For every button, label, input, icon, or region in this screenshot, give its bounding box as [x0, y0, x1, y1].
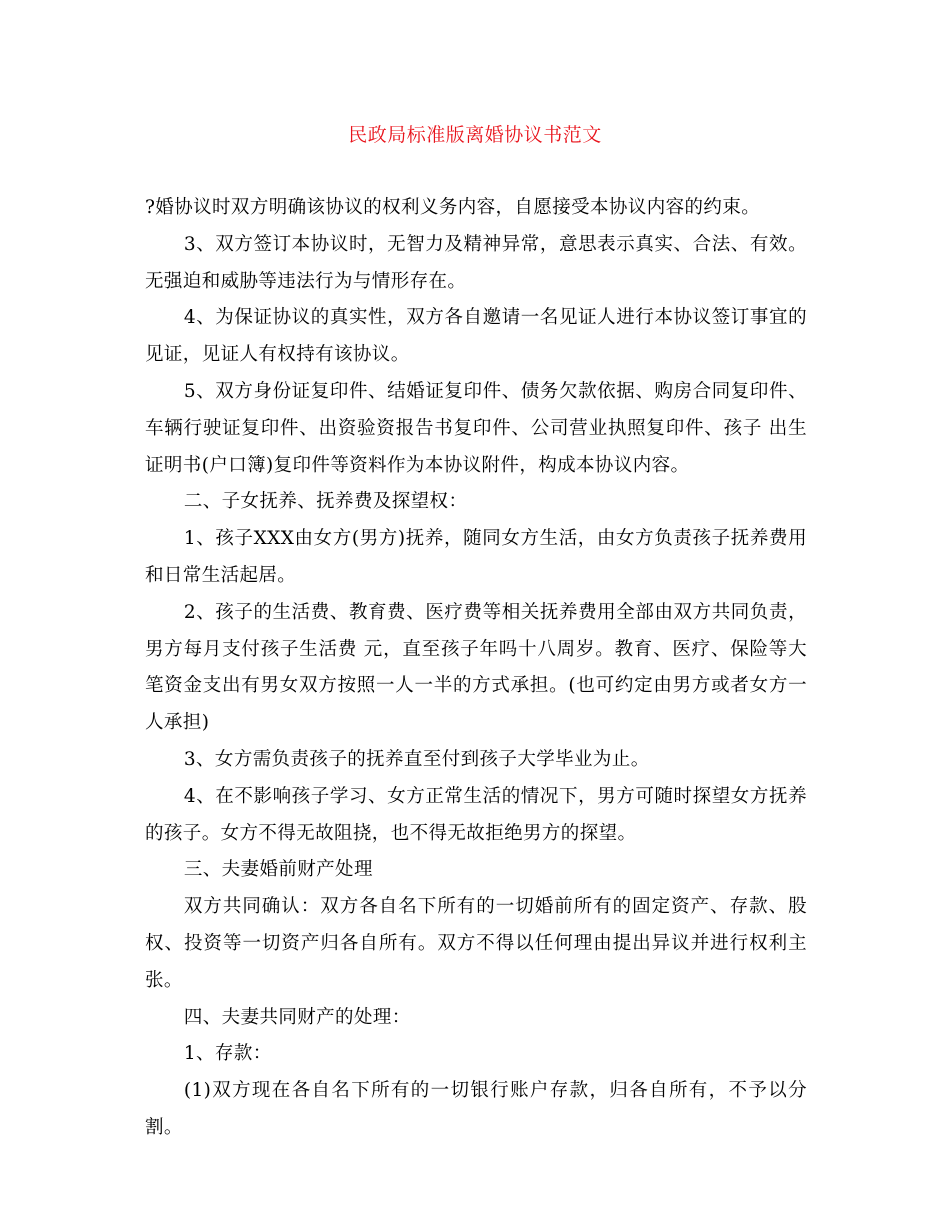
paragraph-2: 3、双方签订本协议时，无智力及精神异常，意思表示真实、合法、有效。无强迫和威胁等违法行为与情形存在。 [145, 233, 807, 292]
paragraph-4: 5、双方身份证复印件、结婚证复印件、债务欠款依据、购房合同复印件、车辆行驶证复印件、出资验资报告书复印件、公司营业执照复印件、孩子 出生证明书(户口簿)复印件等资料作为本协议附件，构成本协议内容。 [145, 380, 807, 476]
paragraph-8: 4、在不影响孩子学习、女方正常生活的情况下，男方可随时探望女方抚养的孩子。女方不得无故阻挠，也不得无故拒绝男方的探望。 [145, 785, 807, 844]
paragraph-7: 3、女方需负责孩子的抚养直至付到孩子大学毕业为止。 [183, 748, 650, 770]
section-heading-4: 四、夫妻共同财产的处理： [183, 1006, 411, 1028]
paragraph-5: 1、孩子XXX由女方(男方)抚养，随同女方生活，由女方负责孩子抚养费用和日常生活起居。 [145, 528, 807, 586]
paragraph-10: (1)双方现在各自名下所有的一切银行账户存款，归各自所有，不予以分割。 [145, 1080, 807, 1138]
section-heading-2: 二、子女抚养、抚养费及探望权： [183, 491, 468, 513]
document-title: 民政局标准版离婚协议书范文 [348, 124, 602, 146]
paragraph-3: 4、为保证协议的真实性，双方各自邀请一名见证人进行本协议签订事宜的见证，见证人有权持有该协议。 [145, 307, 807, 366]
paragraph-1: ?婚协议时双方明确该协议的权利义务内容，自愿接受本协议内容的约束。 [145, 197, 761, 218]
document-body [145, 190, 807, 1147]
paragraph-6: 2、孩子的生活费、教育费、医疗费等相关抚养费用全部由双方共同负责，男方每月支付孩子生活费 元，直至孩子年吗十八周岁。教育、医疗、保险等大笔资金支出有男女双方按照一人一半的方式承担。(也可约定由男方或者女方一人承担) [145, 601, 807, 734]
subheading-savings: 1、存款： [183, 1043, 272, 1065]
section-heading-3: 三、夫妻婚前财产处理 [183, 859, 373, 881]
paragraph-9: 双方共同确认：双方各自名下所有的一切婚前所有的固定资产、存款、股权、投资等一切资产归各自所有。双方不得以任何理由提出异议并进行权利主张。 [145, 896, 807, 991]
